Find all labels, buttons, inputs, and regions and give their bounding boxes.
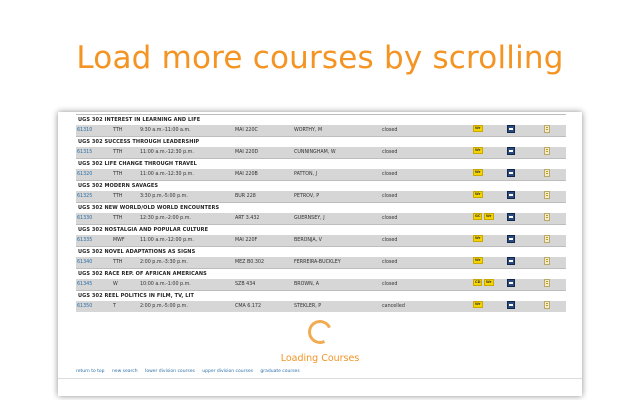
book-icon[interactable] bbox=[507, 147, 515, 155]
course-title: UGS 302 MODERN SAVAGES bbox=[76, 180, 566, 191]
days: TTH bbox=[113, 260, 123, 265]
days: MWF bbox=[113, 238, 125, 243]
course-block bbox=[76, 290, 566, 312]
course-row bbox=[76, 235, 566, 246]
course-row bbox=[76, 125, 566, 136]
days: TTH bbox=[113, 216, 123, 221]
course-block bbox=[76, 246, 566, 268]
flag-badge: Wr bbox=[475, 258, 481, 262]
status: closed bbox=[382, 216, 398, 221]
days: W bbox=[113, 282, 118, 287]
days: TTH bbox=[113, 194, 123, 199]
instructor: PATTON, J bbox=[294, 172, 318, 177]
status: closed bbox=[382, 260, 398, 265]
room: MAI 220B bbox=[235, 172, 258, 177]
days: TTH bbox=[113, 150, 123, 155]
course-block bbox=[76, 136, 566, 158]
flag-badge: Wr bbox=[475, 302, 481, 306]
flag-badge: Wr bbox=[475, 170, 481, 174]
course-row bbox=[76, 213, 566, 224]
book-icon[interactable] bbox=[507, 235, 515, 243]
book-icon[interactable] bbox=[507, 257, 515, 265]
unique-number-link[interactable]: 61335 bbox=[77, 238, 93, 243]
document-icon[interactable] bbox=[544, 213, 550, 221]
flag-badge: CD bbox=[475, 280, 481, 284]
course-title: UGS 302 NOVEL ADAPTATIONS AS SIGNS bbox=[76, 246, 566, 257]
course-block bbox=[76, 180, 566, 202]
divider bbox=[58, 378, 582, 379]
unique-number-link[interactable]: 61350 bbox=[77, 304, 93, 309]
instructor: BERONJA, V bbox=[294, 238, 322, 243]
status: closed bbox=[382, 128, 398, 133]
course-row bbox=[76, 191, 566, 202]
flag-badge: Wr bbox=[475, 236, 481, 240]
unique-number-link[interactable]: 61330 bbox=[77, 216, 93, 221]
instructor: PETROV, P bbox=[294, 194, 320, 199]
room: MAI 220C bbox=[235, 128, 258, 133]
footer-nav bbox=[76, 369, 306, 374]
room: MAI 220D bbox=[235, 150, 259, 155]
book-icon[interactable] bbox=[507, 279, 515, 287]
unique-number-link[interactable]: 61320 bbox=[77, 172, 93, 177]
book-icon[interactable] bbox=[507, 125, 515, 133]
unique-number-link[interactable]: 61340 bbox=[77, 260, 93, 265]
course-block bbox=[76, 268, 566, 290]
document-icon[interactable] bbox=[544, 279, 550, 287]
room: SZB 434 bbox=[235, 282, 256, 287]
status: closed bbox=[382, 150, 398, 155]
flag-badge: GC bbox=[475, 214, 481, 218]
loading-courses-label: Loading Courses bbox=[280, 353, 360, 364]
unique-number-link[interactable]: 61325 bbox=[77, 194, 93, 199]
time: 12:30 p.m.-2:00 p.m. bbox=[140, 216, 191, 221]
course-row bbox=[76, 147, 566, 158]
course-title: UGS 302 NEW WORLD/OLD WORLD ENCOUNTERS bbox=[76, 202, 566, 213]
graduate-courses-link[interactable]: graduate courses bbox=[260, 369, 300, 374]
document-icon[interactable] bbox=[544, 257, 550, 265]
days: TTH bbox=[113, 172, 123, 177]
room: ART 3.432 bbox=[235, 216, 260, 221]
time: 11:00 a.m.-12:00 p.m. bbox=[140, 238, 194, 243]
course-title: UGS 302 REEL POLITICS IN FILM, TV, LIT bbox=[76, 290, 566, 301]
course-title: UGS 302 LIFE CHANGE THROUGH TRAVEL bbox=[76, 158, 566, 169]
status: closed bbox=[382, 238, 398, 243]
course-row bbox=[76, 257, 566, 268]
room: BUR 228 bbox=[235, 194, 256, 199]
room: MAI 220F bbox=[235, 238, 258, 243]
flag-badge: Wr bbox=[475, 148, 481, 152]
document-icon[interactable] bbox=[544, 169, 550, 177]
book-icon[interactable] bbox=[507, 213, 515, 221]
instructor: BROWN, A bbox=[294, 282, 320, 287]
course-block bbox=[76, 158, 566, 180]
book-icon[interactable] bbox=[507, 191, 515, 199]
instructor: STEKLER, P bbox=[294, 304, 322, 309]
course-row bbox=[76, 169, 566, 180]
status: cancelled bbox=[382, 304, 405, 309]
time: 9:30 a.m.-11:00 a.m. bbox=[140, 128, 191, 133]
time: 11:00 a.m.-12:30 p.m. bbox=[140, 150, 194, 155]
course-title: UGS 302 INTEREST IN LEARNING AND LIFE bbox=[76, 114, 566, 125]
instructor: FERREIRA-BUCKLEY bbox=[294, 260, 341, 265]
course-title: UGS 302 RACE REP. OF AFRICAN AMERICANS bbox=[76, 268, 566, 279]
room: CMA 6.172 bbox=[235, 304, 262, 309]
document-icon[interactable] bbox=[544, 191, 550, 199]
course-block bbox=[76, 202, 566, 224]
status: closed bbox=[382, 282, 398, 287]
time: 10:00 a.m.-1:00 p.m. bbox=[140, 282, 191, 287]
spinner-icon bbox=[305, 317, 336, 348]
course-schedule-panel bbox=[58, 112, 582, 396]
days: TTH bbox=[113, 128, 123, 133]
return-to-top-link[interactable]: return to top bbox=[76, 369, 105, 374]
course-block bbox=[76, 114, 566, 136]
document-icon[interactable] bbox=[544, 301, 550, 309]
book-icon[interactable] bbox=[507, 301, 515, 309]
course-block bbox=[76, 224, 566, 246]
document-icon[interactable] bbox=[544, 235, 550, 243]
lower-division-link[interactable]: lower division courses bbox=[145, 369, 195, 374]
course-title: UGS 302 NOSTALGIA AND POPULAR CULTURE bbox=[76, 224, 566, 235]
unique-number-link[interactable]: 61345 bbox=[77, 282, 93, 287]
book-icon[interactable] bbox=[507, 169, 515, 177]
flag-badge: Wr bbox=[475, 192, 481, 196]
flag-badge: Wr bbox=[486, 214, 492, 218]
days: T bbox=[113, 304, 116, 309]
status: closed bbox=[382, 194, 398, 199]
headline: Load more courses by scrolling bbox=[76, 40, 564, 76]
course-row bbox=[76, 301, 566, 312]
instructor: CUNNINGHAM, W bbox=[294, 150, 336, 155]
course-title: UGS 302 SUCCESS THROUGH LEADERSHIP bbox=[76, 136, 566, 147]
instructor: WORTHY, M bbox=[294, 128, 323, 133]
time: 11:00 a.m.-12:30 p.m. bbox=[140, 172, 194, 177]
document-icon[interactable] bbox=[544, 147, 550, 155]
room: MEZ B0.302 bbox=[235, 260, 265, 265]
flag-badge: Wr bbox=[486, 280, 492, 284]
document-icon[interactable] bbox=[544, 125, 550, 133]
flag-badge: Wr bbox=[475, 126, 481, 130]
unique-number-link[interactable]: 61315 bbox=[77, 150, 93, 155]
new-search-link[interactable]: new search bbox=[111, 369, 138, 374]
time: 2:00 p.m.-5:00 p.m. bbox=[140, 304, 188, 309]
time: 3:30 p.m.-5:00 p.m. bbox=[140, 194, 188, 199]
time: 2:00 p.m.-3:30 p.m. bbox=[140, 260, 188, 265]
course-row bbox=[76, 279, 566, 290]
instructor: GUERNSEY, J bbox=[294, 216, 325, 221]
unique-number-link[interactable]: 61310 bbox=[77, 128, 93, 133]
status: closed bbox=[382, 172, 398, 177]
upper-division-link[interactable]: upper division courses bbox=[202, 369, 253, 374]
